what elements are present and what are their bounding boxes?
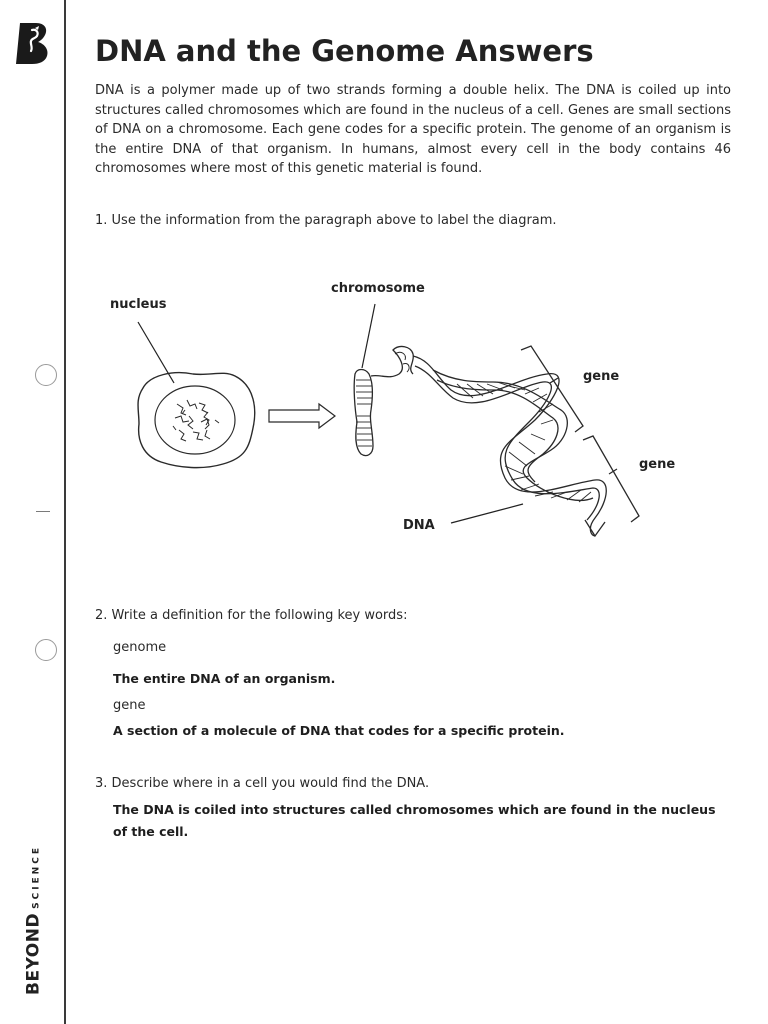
margin-line	[64, 0, 66, 1024]
label-chromosome: chromosome	[331, 281, 425, 296]
page-title	[95, 34, 594, 68]
cell-shape	[138, 373, 255, 468]
title-bold: Answers	[455, 34, 594, 68]
brand-sub: SCIENCE	[31, 845, 42, 909]
punch-hole-bottom	[35, 639, 57, 661]
title-regular: DNA and the Genome	[95, 34, 446, 68]
keyword-genome: genome	[113, 640, 167, 655]
intro-paragraph: DNA is a polymer made up of two strands forming a double helix. The DNA is coiled up into structures called chromosomes which are found in the nucleus of a cell. Genes are small sections of DNA on a chromosome. Each gene codes for a specific protein. The genome of an organism is the entire DNA of that organism. In humans, almost every cell in the body contains 46 chromosomes where most of this genetic material is found.	[95, 83, 731, 177]
beyond-logo-icon	[14, 20, 52, 66]
answer-genome: The entire DNA of an organism.	[113, 671, 336, 686]
label-gene-bottom: gene	[639, 457, 676, 472]
question-2: 2. Write a definition for the following key words:	[95, 608, 408, 623]
label-nucleus: nucleus	[110, 297, 167, 312]
cell-dna-diagram	[95, 270, 695, 550]
fold-mark	[36, 511, 50, 512]
punch-hole-top	[35, 364, 57, 386]
question-3: 3. Describe where in a cell you would find the DNA.	[95, 776, 430, 791]
gene-bracket-top	[521, 346, 583, 432]
answer-gene: A section of a molecule of DNA that codes for a specific protein.	[113, 723, 565, 738]
pointer-nucleus	[138, 322, 174, 383]
brand-name: BEYOND	[23, 912, 44, 995]
arrow-icon	[269, 404, 335, 428]
gene-bracket-bottom	[583, 436, 639, 522]
question-1: 1. Use the information from the paragraph above to label the diagram.	[95, 213, 557, 228]
keyword-gene: gene	[113, 698, 146, 713]
answer-dna-location: The DNA is coiled into structures called chromosomes which are found in the nucleus of the cell.	[113, 802, 716, 839]
pointer-chromosome	[362, 304, 375, 368]
label-dna: DNA	[403, 518, 435, 533]
label-gene-top: gene	[583, 369, 620, 384]
dna-helix	[413, 356, 606, 536]
pointer-dna	[451, 504, 523, 523]
side-brand	[23, 845, 44, 995]
